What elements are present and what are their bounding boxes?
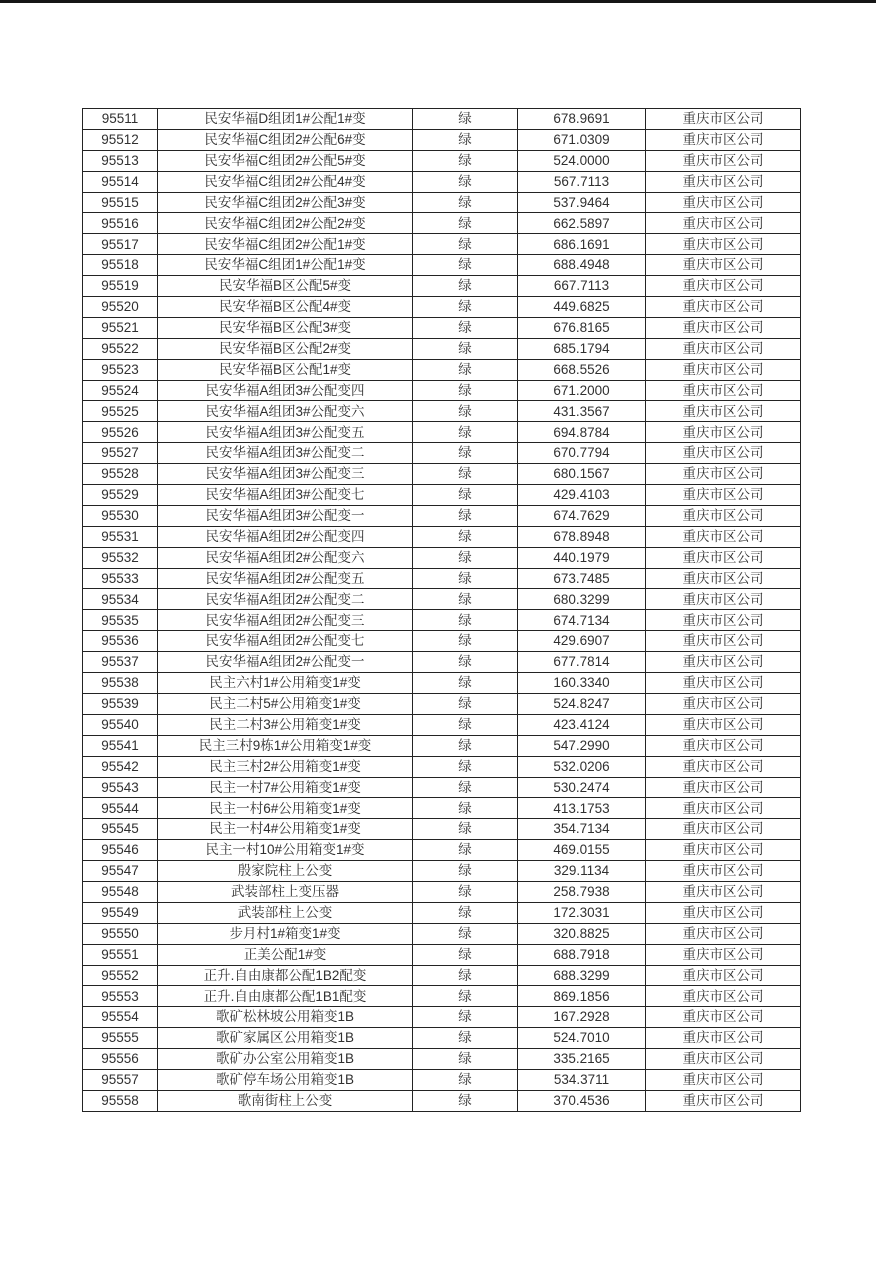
cell-name: 民安华福C组团2#公配2#变 [158,213,413,234]
cell-name: 民安华福C组团2#公配5#变 [158,150,413,171]
cell-company: 重庆市区公司 [646,965,801,986]
cell-status: 绿 [413,422,518,443]
cell-status: 绿 [413,1069,518,1090]
cell-value: 429.4103 [518,485,646,506]
cell-company: 重庆市区公司 [646,652,801,673]
table-row [83,171,801,192]
cell-value: 694.8784 [518,422,646,443]
table-row [83,338,801,359]
table-row [83,840,801,861]
cell-status: 绿 [413,673,518,694]
cell-name: 民安华福B区公配3#变 [158,317,413,338]
cell-name: 民安华福A组团3#公配变七 [158,485,413,506]
cell-name: 民安华福B区公配5#变 [158,276,413,297]
cell-value: 686.1691 [518,234,646,255]
cell-id: 95517 [83,234,158,255]
table-row [83,547,801,568]
cell-value: 677.7814 [518,652,646,673]
cell-status: 绿 [413,1049,518,1070]
cell-id: 95544 [83,798,158,819]
cell-company: 重庆市区公司 [646,1007,801,1028]
cell-value: 674.7629 [518,505,646,526]
cell-name: 民安华福A组团2#公配变六 [158,547,413,568]
cell-company: 重庆市区公司 [646,1090,801,1111]
table-row [83,965,801,986]
table-row [83,422,801,443]
cell-company: 重庆市区公司 [646,631,801,652]
cell-id: 95549 [83,902,158,923]
table-row [83,714,801,735]
cell-value: 688.4948 [518,255,646,276]
cell-company: 重庆市区公司 [646,109,801,130]
cell-value: 329.1134 [518,861,646,882]
cell-name: 民安华福D组团1#公配1#变 [158,109,413,130]
cell-value: 869.1856 [518,986,646,1007]
cell-id: 95525 [83,401,158,422]
cell-id: 95520 [83,297,158,318]
cell-status: 绿 [413,923,518,944]
cell-status: 绿 [413,297,518,318]
cell-value: 469.0155 [518,840,646,861]
table-row [83,401,801,422]
cell-id: 95539 [83,693,158,714]
table-row [83,944,801,965]
cell-id: 95551 [83,944,158,965]
cell-status: 绿 [413,986,518,1007]
cell-id: 95550 [83,923,158,944]
cell-status: 绿 [413,401,518,422]
cell-status: 绿 [413,192,518,213]
cell-value: 530.2474 [518,777,646,798]
cell-status: 绿 [413,255,518,276]
cell-id: 95513 [83,150,158,171]
cell-company: 重庆市区公司 [646,234,801,255]
table-row [83,526,801,547]
cell-company: 重庆市区公司 [646,568,801,589]
cell-id: 95545 [83,819,158,840]
cell-company: 重庆市区公司 [646,150,801,171]
table-row [83,756,801,777]
cell-status: 绿 [413,840,518,861]
cell-id: 95537 [83,652,158,673]
table-row [83,902,801,923]
cell-company: 重庆市区公司 [646,610,801,631]
cell-name: 民安华福A组团3#公配变五 [158,422,413,443]
cell-id: 95527 [83,443,158,464]
cell-status: 绿 [413,317,518,338]
cell-id: 95518 [83,255,158,276]
cell-name: 民安华福A组团3#公配变四 [158,380,413,401]
cell-status: 绿 [413,1028,518,1049]
cell-status: 绿 [413,610,518,631]
cell-company: 重庆市区公司 [646,861,801,882]
table-row [83,276,801,297]
cell-id: 95552 [83,965,158,986]
table-row [83,317,801,338]
cell-name: 歌矿办公室公用箱变1B [158,1049,413,1070]
cell-name: 民安华福A组团3#公配变六 [158,401,413,422]
table-row [83,505,801,526]
table-row [83,693,801,714]
cell-name: 民主六村1#公用箱变1#变 [158,673,413,694]
cell-status: 绿 [413,965,518,986]
cell-status: 绿 [413,338,518,359]
cell-value: 678.9691 [518,109,646,130]
cell-company: 重庆市区公司 [646,192,801,213]
table-row [83,380,801,401]
cell-name: 歌矿停车场公用箱变1B [158,1069,413,1090]
cell-value: 667.7113 [518,276,646,297]
cell-id: 95511 [83,109,158,130]
cell-status: 绿 [413,1007,518,1028]
cell-company: 重庆市区公司 [646,735,801,756]
cell-id: 95531 [83,526,158,547]
cell-value: 167.2928 [518,1007,646,1028]
cell-value: 524.7010 [518,1028,646,1049]
cell-company: 重庆市区公司 [646,422,801,443]
cell-company: 重庆市区公司 [646,338,801,359]
cell-status: 绿 [413,109,518,130]
cell-name: 殷家院柱上公变 [158,861,413,882]
cell-id: 95516 [83,213,158,234]
cell-company: 重庆市区公司 [646,756,801,777]
cell-status: 绿 [413,443,518,464]
cell-id: 95558 [83,1090,158,1111]
cell-company: 重庆市区公司 [646,297,801,318]
cell-id: 95556 [83,1049,158,1070]
cell-name: 歌南街柱上公变 [158,1090,413,1111]
cell-id: 95528 [83,464,158,485]
cell-value: 668.5526 [518,359,646,380]
cell-id: 95523 [83,359,158,380]
cell-company: 重庆市区公司 [646,464,801,485]
cell-name: 民安华福C组团2#公配6#变 [158,129,413,150]
cell-value: 680.1567 [518,464,646,485]
table-row [83,631,801,652]
cell-company: 重庆市区公司 [646,798,801,819]
cell-value: 354.7134 [518,819,646,840]
cell-name: 民安华福A组团2#公配变五 [158,568,413,589]
cell-company: 重庆市区公司 [646,986,801,1007]
cell-value: 524.0000 [518,150,646,171]
cell-value: 671.2000 [518,380,646,401]
cell-name: 民主三村2#公用箱变1#变 [158,756,413,777]
cell-name: 歌矿松林坡公用箱变1B [158,1007,413,1028]
cell-name: 民安华福A组团3#公配变一 [158,505,413,526]
table-row [83,464,801,485]
cell-value: 429.6907 [518,631,646,652]
cell-status: 绿 [413,714,518,735]
table-row [83,443,801,464]
cell-id: 95541 [83,735,158,756]
table-row [83,923,801,944]
cell-id: 95512 [83,129,158,150]
table-row [83,192,801,213]
cell-value: 670.7794 [518,443,646,464]
table-row [83,150,801,171]
table-row [83,359,801,380]
cell-status: 绿 [413,380,518,401]
cell-name: 民安华福A组团2#公配变二 [158,589,413,610]
cell-status: 绿 [413,1090,518,1111]
cell-value: 449.6825 [518,297,646,318]
cell-status: 绿 [413,861,518,882]
cell-id: 95535 [83,610,158,631]
cell-id: 95529 [83,485,158,506]
cell-status: 绿 [413,756,518,777]
cell-name: 民安华福A组团2#公配变七 [158,631,413,652]
cell-company: 重庆市区公司 [646,171,801,192]
cell-company: 重庆市区公司 [646,840,801,861]
cell-status: 绿 [413,631,518,652]
cell-company: 重庆市区公司 [646,902,801,923]
cell-name: 民安华福C组团1#公配1#变 [158,255,413,276]
cell-value: 160.3340 [518,673,646,694]
cell-status: 绿 [413,505,518,526]
cell-company: 重庆市区公司 [646,1069,801,1090]
cell-company: 重庆市区公司 [646,881,801,902]
cell-name: 武装部柱上公变 [158,902,413,923]
cell-value: 662.5897 [518,213,646,234]
cell-value: 680.3299 [518,589,646,610]
cell-value: 567.7113 [518,171,646,192]
cell-name: 正美公配1#变 [158,944,413,965]
cell-status: 绿 [413,693,518,714]
cell-status: 绿 [413,150,518,171]
cell-value: 688.7918 [518,944,646,965]
cell-value: 547.2990 [518,735,646,756]
transformer-status-table-body [83,109,801,1112]
cell-value: 678.8948 [518,526,646,547]
scan-artifact-line [0,0,876,3]
cell-id: 95548 [83,881,158,902]
cell-company: 重庆市区公司 [646,213,801,234]
cell-value: 537.9464 [518,192,646,213]
cell-status: 绿 [413,881,518,902]
cell-company: 重庆市区公司 [646,401,801,422]
cell-name: 正升.自由康都公配1B2配变 [158,965,413,986]
cell-company: 重庆市区公司 [646,944,801,965]
cell-company: 重庆市区公司 [646,777,801,798]
cell-name: 正升.自由康都公配1B1配变 [158,986,413,1007]
table-row [83,129,801,150]
cell-id: 95543 [83,777,158,798]
cell-company: 重庆市区公司 [646,1028,801,1049]
cell-value: 685.1794 [518,338,646,359]
cell-id: 95554 [83,1007,158,1028]
table-row [83,986,801,1007]
cell-name: 民安华福A组团2#公配变三 [158,610,413,631]
cell-company: 重庆市区公司 [646,443,801,464]
cell-id: 95524 [83,380,158,401]
cell-id: 95514 [83,171,158,192]
cell-status: 绿 [413,944,518,965]
table-row [83,610,801,631]
transformer-status-table [82,108,801,1112]
cell-id: 95546 [83,840,158,861]
table-row [83,673,801,694]
table-row [83,881,801,902]
cell-name: 民安华福B区公配2#变 [158,338,413,359]
cell-status: 绿 [413,798,518,819]
cell-company: 重庆市区公司 [646,693,801,714]
cell-name: 民安华福A组团3#公配变二 [158,443,413,464]
table-row [83,1069,801,1090]
cell-status: 绿 [413,568,518,589]
cell-company: 重庆市区公司 [646,819,801,840]
table-row [83,798,801,819]
cell-id: 95547 [83,861,158,882]
cell-company: 重庆市区公司 [646,714,801,735]
cell-status: 绿 [413,485,518,506]
cell-status: 绿 [413,171,518,192]
cell-company: 重庆市区公司 [646,485,801,506]
cell-value: 172.3031 [518,902,646,923]
cell-status: 绿 [413,777,518,798]
table-row [83,109,801,130]
table-row [83,1090,801,1111]
cell-value: 440.1979 [518,547,646,568]
cell-value: 423.4124 [518,714,646,735]
cell-company: 重庆市区公司 [646,317,801,338]
cell-name: 武装部柱上变压器 [158,881,413,902]
cell-id: 95521 [83,317,158,338]
cell-status: 绿 [413,464,518,485]
cell-company: 重庆市区公司 [646,589,801,610]
cell-id: 95515 [83,192,158,213]
cell-company: 重庆市区公司 [646,923,801,944]
cell-name: 步月村1#箱变1#变 [158,923,413,944]
cell-value: 370.4536 [518,1090,646,1111]
cell-value: 534.3711 [518,1069,646,1090]
cell-value: 335.2165 [518,1049,646,1070]
cell-name: 民安华福C组团2#公配1#变 [158,234,413,255]
cell-name: 民安华福C组团2#公配3#变 [158,192,413,213]
cell-status: 绿 [413,129,518,150]
cell-status: 绿 [413,213,518,234]
cell-company: 重庆市区公司 [646,276,801,297]
cell-id: 95533 [83,568,158,589]
table-row [83,1049,801,1070]
cell-status: 绿 [413,526,518,547]
table-row [83,735,801,756]
cell-status: 绿 [413,819,518,840]
cell-company: 重庆市区公司 [646,673,801,694]
cell-company: 重庆市区公司 [646,505,801,526]
cell-company: 重庆市区公司 [646,526,801,547]
cell-company: 重庆市区公司 [646,129,801,150]
cell-company: 重庆市区公司 [646,255,801,276]
cell-status: 绿 [413,234,518,255]
cell-status: 绿 [413,735,518,756]
cell-value: 532.0206 [518,756,646,777]
cell-id: 95542 [83,756,158,777]
cell-value: 688.3299 [518,965,646,986]
cell-id: 95557 [83,1069,158,1090]
cell-value: 671.0309 [518,129,646,150]
cell-id: 95555 [83,1028,158,1049]
cell-name: 民主一村7#公用箱变1#变 [158,777,413,798]
cell-name: 民主一村6#公用箱变1#变 [158,798,413,819]
cell-name: 民安华福C组团2#公配4#变 [158,171,413,192]
cell-id: 95536 [83,631,158,652]
cell-value: 431.3567 [518,401,646,422]
cell-name: 民主二村5#公用箱变1#变 [158,693,413,714]
cell-value: 413.1753 [518,798,646,819]
table-row [83,652,801,673]
cell-id: 95553 [83,986,158,1007]
cell-id: 95526 [83,422,158,443]
cell-status: 绿 [413,547,518,568]
table-row [83,234,801,255]
cell-name: 民安华福B区公配1#变 [158,359,413,380]
cell-status: 绿 [413,652,518,673]
table-row [83,568,801,589]
cell-company: 重庆市区公司 [646,359,801,380]
cell-name: 民安华福A组团3#公配变三 [158,464,413,485]
cell-name: 民安华福B区公配4#变 [158,297,413,318]
cell-status: 绿 [413,359,518,380]
cell-id: 95534 [83,589,158,610]
cell-id: 95540 [83,714,158,735]
cell-value: 673.7485 [518,568,646,589]
cell-id: 95538 [83,673,158,694]
cell-value: 258.7938 [518,881,646,902]
table-row [83,255,801,276]
table-row [83,777,801,798]
table-row [83,1028,801,1049]
cell-status: 绿 [413,276,518,297]
cell-company: 重庆市区公司 [646,547,801,568]
cell-id: 95522 [83,338,158,359]
cell-name: 民主一村4#公用箱变1#变 [158,819,413,840]
cell-id: 95532 [83,547,158,568]
table-row [83,589,801,610]
table-row [83,297,801,318]
table-row [83,485,801,506]
cell-value: 676.8165 [518,317,646,338]
cell-name: 民安华福A组团2#公配变一 [158,652,413,673]
cell-status: 绿 [413,902,518,923]
cell-status: 绿 [413,589,518,610]
cell-name: 民主一村10#公用箱变1#变 [158,840,413,861]
cell-name: 歌矿家属区公用箱变1B [158,1028,413,1049]
cell-name: 民主三村9栋1#公用箱变1#变 [158,735,413,756]
cell-company: 重庆市区公司 [646,380,801,401]
cell-value: 320.8825 [518,923,646,944]
cell-value: 524.8247 [518,693,646,714]
cell-company: 重庆市区公司 [646,1049,801,1070]
table-row [83,861,801,882]
cell-name: 民安华福A组团2#公配变四 [158,526,413,547]
cell-value: 674.7134 [518,610,646,631]
table-row [83,213,801,234]
table-row [83,1007,801,1028]
cell-name: 民主二村3#公用箱变1#变 [158,714,413,735]
table-row [83,819,801,840]
cell-id: 95530 [83,505,158,526]
cell-id: 95519 [83,276,158,297]
